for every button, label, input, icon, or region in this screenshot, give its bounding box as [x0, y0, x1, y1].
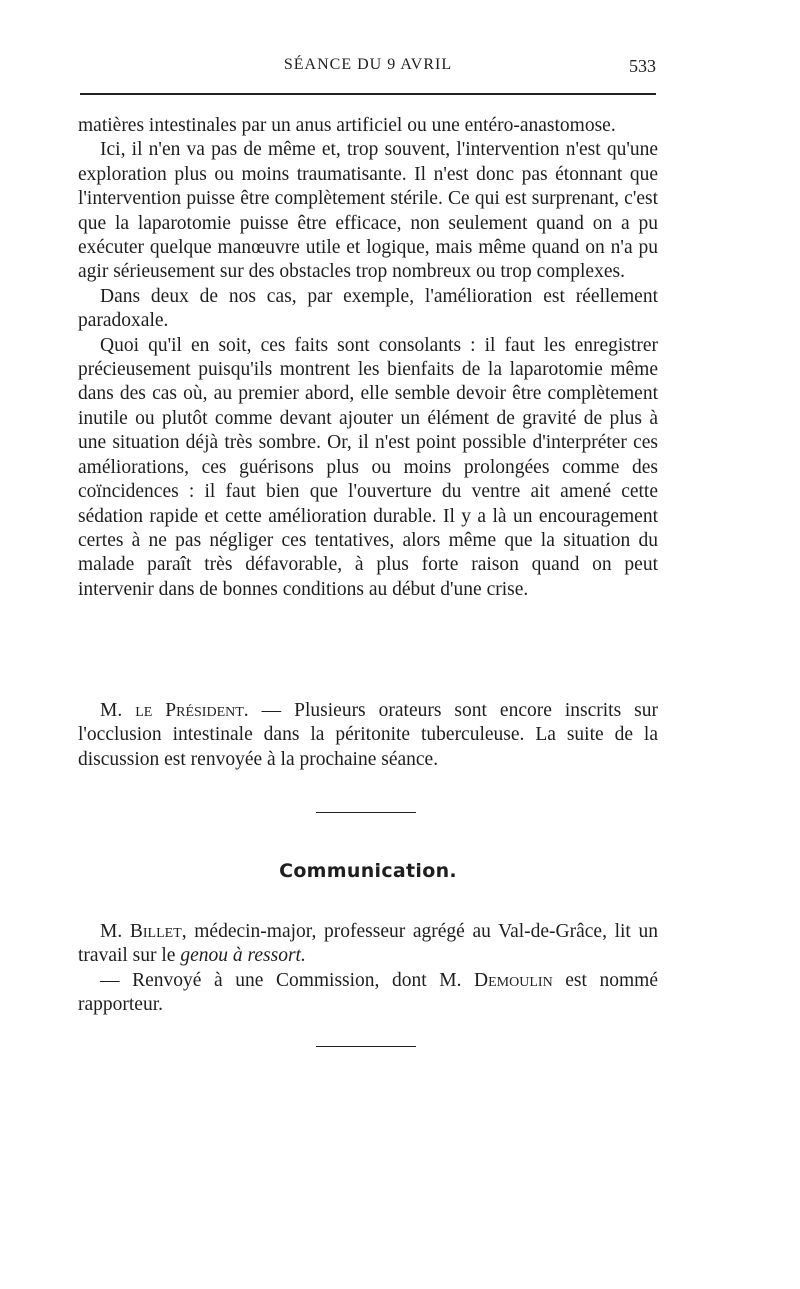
running-title: SÉANCE DU 9 AVRIL: [283, 56, 453, 73]
work-title: genou à ressort.: [180, 945, 306, 967]
main-text: [78, 114, 658, 602]
paragraph: Quoi qu'il en soit, ces faits sont consolants : il faut les enregistrer précieusement puisqu'ils montrent les bienfaits de la laparotomie même dans des cas où, au premier abord, elle semble devoir être complètement inutile ou plutôt comme devant ajouter un élément de gravité de plus à une situation déjà très sombre. Or, il n'est point possible d'interpréter ces améliorations, ces guérisons plus ou moins prolongées comme des coïncidences : il faut bien que l'ouverture du ventre ait amené cette sédation rapide et cette amélioration durable. Il y a là un encouragement certes à ne pas négliger ces tentatives, alors même que la situation du malade paraît très défavorable, à plus forte raison quand on peut intervenir dans de bonnes conditions au début d'une crise.: [78, 334, 658, 600]
referral-text: — Renvoyé à une Commission, dont M.: [100, 969, 475, 991]
paragraph: [78, 699, 658, 772]
paragraph: Ici, il n'en va pas de même et, trop souvent, l'intervention n'est qu'une exploration plus ou moins traumatisante. Il n'est donc pas étonnant que l'intervention puisse être complètement stérile. Ce qui est surprenant, c'est que la laparotomie puisse être efficace, non seulement quand on a pu exécuter quelque manœuvre utile et logique, mais même quand on n'a pu agir sérieusement sur des obstacles trop nombreux ou trop complexes.: [78, 139, 658, 283]
communication-text: [78, 920, 658, 1018]
header-rule: [80, 93, 656, 95]
end-divider: [316, 1046, 416, 1047]
paragraph: Dans deux de nos cas, par exemple, l'amélioration est réellement paradoxale.: [78, 285, 658, 332]
speaker-name: M. le Président.: [100, 700, 249, 721]
communication-body: médecin-major, professeur agrégé au Val-de-Grâce, lit un travail sur le: [78, 921, 658, 967]
page-number: 533: [629, 56, 656, 76]
paragraph: [78, 969, 658, 1018]
section-divider: [316, 812, 416, 813]
section-heading: Communication.: [279, 860, 457, 882]
statement-text: — Plusieurs orateurs sont encore inscrits sur l'occlusion intestinale dans la péritonite tuberculeuse. La suite de la discussion est renvoyée à la prochaine séance.: [78, 700, 658, 770]
author-name: M. Billet,: [100, 921, 187, 942]
paragraph: matières intestinales par un anus artificiel ou une entéro-anastomose.: [78, 115, 616, 136]
referral-end: est nommé rapporteur.: [78, 969, 658, 1016]
page-header: [80, 56, 656, 82]
rapporteur-name: Demoulin: [474, 969, 553, 991]
paragraph: [78, 920, 658, 969]
president-statement: [78, 699, 658, 772]
